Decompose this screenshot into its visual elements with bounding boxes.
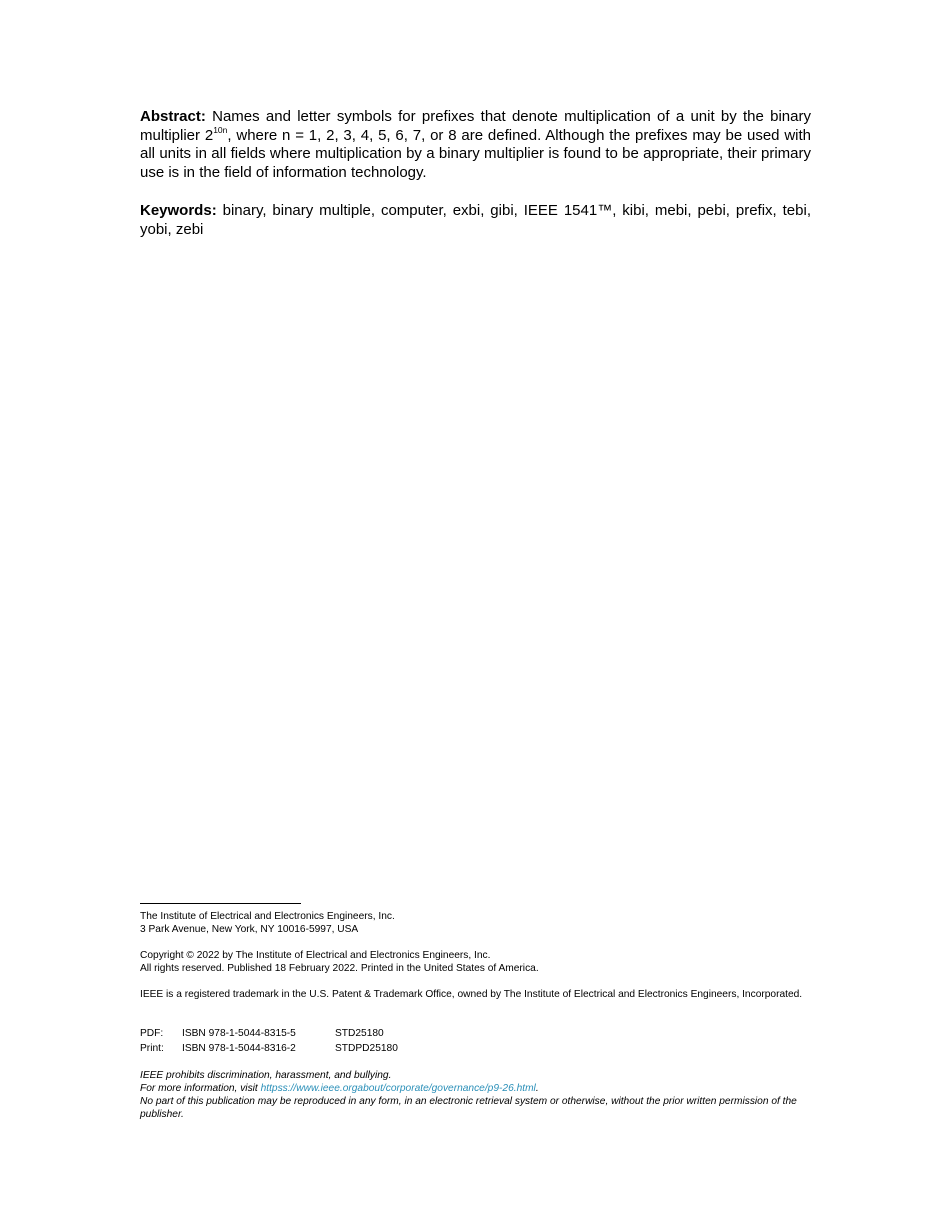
trademark-info: [140, 988, 811, 1001]
copyright-info: [140, 949, 811, 975]
publisher-name: The Institute of Electrical and Electronics Engineers, Inc.: [140, 911, 395, 922]
publisher-address: 3 Park Avenue, New York, NY 10016-5997, USA: [140, 924, 359, 935]
abstract-exponent: 10n: [213, 124, 228, 135]
abstract-text-end: , where n = 1, 2, 3, 4, 5, 6, 7, or 8 are defined. Although the prefixes may be used with all units in all fields where multiplication by a binary multiplier is found to be appropriate, their primary use is in the field of information technology.: [140, 126, 812, 181]
more-info-line: [140, 1082, 811, 1095]
isbn-format: Print:: [140, 1043, 164, 1054]
reproduction-line: No part of this publication may be reproduced in any form, in an electronic retrieval system or otherwise, without the prior written permission of the publisher.: [140, 1096, 797, 1120]
isbn-number: ISBN 978-1-5044-8316-2: [182, 1043, 296, 1054]
prohibits-line: IEEE prohibits discrimination, harassment, and bullying.: [140, 1070, 392, 1081]
more-info-suffix: .: [535, 1083, 539, 1094]
isbn-code: STD25180: [335, 1028, 384, 1039]
document-page: [140, 0, 811, 1230]
rights-line: All rights reserved. Published 18 February 2022. Printed in the United States of America.: [140, 963, 539, 974]
more-info-prefix: For more information, visit: [140, 1083, 261, 1094]
footnote-divider: [140, 903, 301, 904]
isbn-number: ISBN 978-1-5044-8315-5: [182, 1028, 296, 1039]
abstract-label: Abstract:: [140, 108, 206, 125]
publisher-info: [140, 910, 811, 936]
isbn-row-print: [140, 1041, 398, 1056]
isbn-format: PDF:: [140, 1028, 164, 1039]
abstract-paragraph: [140, 108, 811, 182]
keywords-label: Keywords:: [140, 202, 217, 219]
keywords-paragraph: [140, 202, 811, 239]
copyright-line: Copyright © 2022 by The Institute of Electrical and Electronics Engineers, Inc.: [140, 950, 491, 961]
governance-link[interactable]: httpss://www.ieee.orgabout/corporate/governance/p9-26.html: [260, 1083, 536, 1094]
legal-notice: [140, 1069, 811, 1121]
keywords-text: binary, binary multiple, computer, exbi, gibi, IEEE 1541™, kibi, mebi, pebi, prefix, tebi, yobi, zebi: [140, 202, 811, 238]
isbn-row-pdf: [140, 1026, 398, 1041]
isbn-table: [140, 1026, 398, 1056]
trademark-line: IEEE is a registered trademark in the U.S. Patent & Trademark Office, owned by The Institute of Electrical and Electronics Engineers, Incorporated.: [140, 989, 803, 1000]
isbn-code: STDPD25180: [335, 1043, 398, 1054]
abstract-text-start: Names and letter symbols for prefixes that denote multiplication of a unit by the binary multiplier 2: [140, 108, 811, 144]
